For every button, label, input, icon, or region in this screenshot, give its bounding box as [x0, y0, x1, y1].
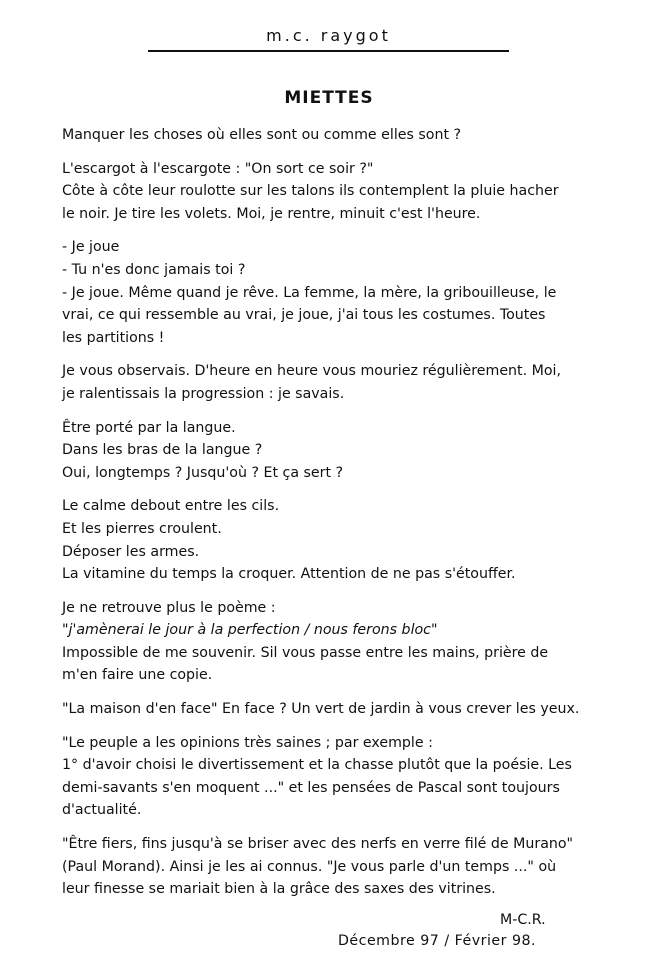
poem-line: d'actualité.: [62, 802, 142, 819]
stanza: [62, 597, 602, 687]
poem-line: - Je joue. Même quand je rêve. La femme, la mère, la gribouilleuse, le: [62, 284, 557, 301]
poem-line: 1° d'avoir choisi le divertissement et la chasse plutôt que la poésie. Les: [62, 757, 572, 774]
header-divider: [148, 50, 509, 52]
poem-title: MIETTES: [284, 88, 374, 108]
poem-line: "Le peuple a les opinions très saines ; par exemple :: [62, 734, 433, 751]
poem-line: Manquer les choses où elles sont ou comme elles sont ?: [62, 127, 462, 143]
author-header: m.c. raygot: [266, 26, 391, 45]
stanza: [62, 833, 602, 901]
stanza: [62, 698, 602, 721]
poem-line: - Je joue: [62, 239, 120, 256]
poem-line: Et les pierres croulent.: [62, 520, 222, 537]
poem-line: Oui, longtemps ? Jusqu'où ? Et ça sert ?: [62, 464, 344, 481]
poem-line: je ralentissais la progression : je savais.: [62, 385, 345, 402]
stanza: [62, 417, 602, 485]
poem-line: Dans les bras de la langue ?: [62, 442, 263, 459]
poem-line: le noir. Je tire les volets. Moi, je rentre, minuit c'est l'heure.: [62, 205, 481, 222]
poem-line: La vitamine du temps la croquer. Attention de ne pas s'étouffer.: [62, 566, 516, 583]
stanza: [62, 732, 602, 822]
poem-line: (Paul Morand). Ainsi je les ai connus. "Je vous parle d'un temps ..." où: [62, 858, 557, 875]
stanza: [62, 236, 602, 349]
date-line: Décembre 97 / Février 98.: [338, 933, 537, 949]
poem-line: Le calme debout entre les cils.: [62, 498, 280, 515]
poem-line: Je vous observais. D'heure en heure vous mouriez régulièrement. Moi,: [62, 363, 561, 380]
stanza: [62, 124, 602, 147]
poem-line: les partitions !: [62, 329, 165, 346]
poem-line: demi-savants s'en moquent ..." et les pensées de Pascal sont toujours: [62, 779, 560, 796]
poem-line: Déposer les armes.: [62, 543, 200, 560]
poem-line: Être porté par la langue.: [62, 419, 236, 436]
stanza: [62, 158, 602, 226]
poem-line: L'escargot à l'escargote : "On sort ce soir ?": [62, 160, 374, 177]
quoted-poem-line: "j'amènerai le jour à la perfection / nous ferons bloc": [62, 622, 438, 639]
poem-line: vrai, ce qui ressemble au vrai, je joue, j'ai tous les costumes. Toutes: [62, 307, 546, 324]
poem-line: Impossible de me souvenir. Sil vous passe entre les mains, prière de: [62, 644, 549, 661]
poem-body: [62, 124, 602, 912]
stanza: [62, 360, 602, 405]
poem-line: Je ne retrouve plus le poème :: [62, 599, 276, 616]
poem-line: Côte à côte leur roulotte sur les talons ils contemplent la pluie hacher: [62, 183, 559, 200]
poem-line: leur finesse se mariait bien à la grâce des saxes des vitrines.: [62, 881, 496, 898]
poem-line: "Être fiers, fins jusqu'à se briser avec des nerfs en verre filé de Murano": [62, 836, 574, 853]
poem-line: "La maison d'en face" En face ? Un vert de jardin à vous crever les yeux.: [62, 701, 580, 718]
poem-line: m'en faire une copie.: [62, 667, 213, 684]
stanza: [62, 495, 602, 585]
poem-line: - Tu n'es donc jamais toi ?: [62, 261, 246, 278]
signature: M-C.R.: [500, 912, 546, 928]
